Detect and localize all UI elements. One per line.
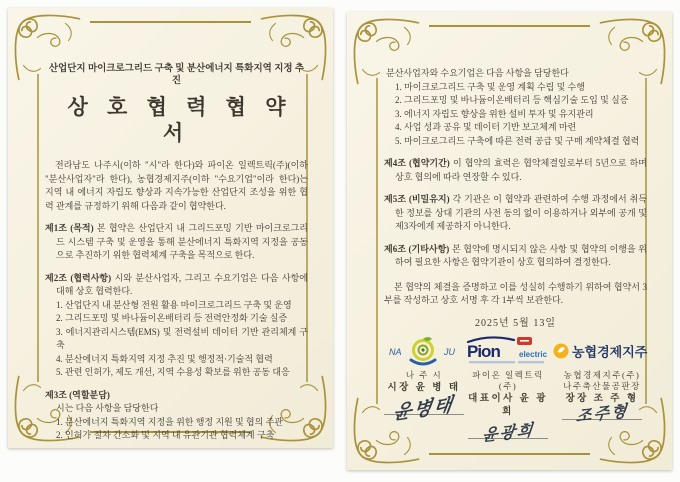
naju-logo-left-text: NA — [389, 347, 402, 357]
role-item: 2. 그리드포밍 및 바나듐이온배터리 등 핵심기술 도입 및 실증 — [395, 95, 629, 105]
article-2-body: 시와 분산사업자, 그리고 수요기업은 다음 사항에 대해 상호 협력한다. — [56, 272, 309, 296]
signer-org: 나주축산물공판장 — [563, 381, 641, 391]
handwritten-signature: 조주형 — [574, 401, 630, 426]
article-2-item: 5. 관련 인허가, 제도 개선, 지역 수용성 확보를 위한 공동 대응 — [56, 367, 290, 377]
article-6 — [384, 243, 647, 270]
handwritten-signature: 윤병태 — [392, 393, 456, 425]
page-2-content — [347, 12, 672, 470]
article-5-body: 각 기관은 이 협약과 관련하여 수행 과정에서 취득한 정보를 상대 기관의 사전 동의 없이 이용하거나 외부에 공개 및 제3자에게 제공하지 아니한다. — [395, 194, 647, 231]
closing-paragraph: 본 협약의 체결을 증명하고 이를 성실히 수행하기 위하여 협약서 3부를 작성하고 상호 서명 후 각 1부씩 보관한다. — [384, 281, 647, 305]
role-item: 1. 마이크로그리드 구축 및 운영 계획 수립 및 수행 — [395, 81, 585, 92]
signer-org: 농협경제지주(주) — [563, 370, 641, 380]
role-lead: 분산사업자와 수요기업은 다음 사항을 담당한다 — [386, 68, 569, 78]
article-1-heading: 제1조 (목적) — [45, 223, 94, 233]
article-2-item: 4. 분산에너지 특화지역 지정 추진 및 행정적·기술적 협력 — [56, 353, 273, 364]
naju-logo-right-text: JU — [444, 347, 455, 357]
article-2-item: 3. 에너지관리시스템(EMS) 및 전력설비 데이터 기반 관리체계 구축 — [56, 326, 308, 350]
page-2 — [347, 12, 672, 470]
page-1-content — [8, 8, 333, 448]
pion-logo-sub-text: electric — [519, 350, 548, 359]
signer-name: 장장 조 주 형 — [565, 394, 639, 404]
signer-pion-electric — [464, 335, 552, 445]
article-4-body: 이 협약의 효력은 협약체결일로부터 5년으로 하며 상호 협의에 따라 연장할 수 있다. — [395, 158, 647, 182]
role-item: 3. 에너지 자립도 향상을 위한 설비 투자 및 유지관리 — [395, 108, 594, 119]
article-3-lead: 시는 다음 사항을 담당한다 — [56, 403, 159, 413]
agreement-title: 상 호 협 력 협 약 서 — [67, 95, 293, 145]
signer-org: 파이온 일렉트릭(주) — [472, 370, 544, 391]
article-2-heading: 제2조 (협력사항) — [45, 272, 112, 283]
article-1-body: 본 협약은 산업단지 내 그리드포밍 기반 마이크로그리드 시스템 구축 및 운영을 통해 분산에너지 특화지역 지정을 공동으로 추진하기 위한 협력체계 구축을 목적으로 한다. — [56, 223, 308, 260]
article-6-heading: 제6조 (기타사항) — [384, 243, 450, 254]
nh-logo-text: 농협경제지주 — [572, 344, 648, 360]
pion-electric-logo-icon — [464, 335, 552, 367]
handwritten-signature: 윤광희 — [480, 420, 536, 445]
article-1 — [45, 222, 308, 263]
role-item: 4. 사업 성과 공유 및 데이터 기반 보고체계 마련 — [395, 122, 577, 132]
nh-economic-holdings-logo-icon — [552, 335, 652, 367]
article-4 — [384, 157, 647, 184]
page-1 — [8, 8, 333, 448]
signature-row — [384, 335, 648, 445]
agreement-date: 2025년 5월 13일 — [475, 317, 556, 329]
pion-logo-main-text: Pion — [467, 342, 500, 361]
signer-name: 대표이사 윤 광 희 — [468, 394, 548, 417]
article-3-heading: 제3조 (역할분담) — [45, 389, 110, 400]
agreement-subtitle: 산업단지 마이크로그리드 구축 및 분산에너지 특화지역 지정 추진 — [48, 64, 305, 86]
article-2-item: 2. 그리드포밍 및 바나듐이온배터리 등 전력안정화 기술 실증 — [56, 313, 288, 323]
signer-nh — [552, 335, 652, 439]
naju-city-logo-icon — [388, 335, 460, 367]
article-2-item: 1. 산업단지 내 분산형 전원 활용 마이크로그리드 구축 및 운영 — [56, 299, 292, 310]
article-3 — [45, 389, 308, 403]
article-2 — [45, 272, 308, 299]
article-4-heading: 제4조 (협약기간) — [384, 158, 450, 168]
signer-org: 나 주 시 — [405, 370, 443, 380]
intro-paragraph: 전라남도 나주시(이하 "시"라 한다)와 파이온 일렉트릭(주)(이하 "분산사업자"라 한다), 농협경제지주(이하 "수요기업"이라 한다)는 지역 내 에너지 자립도 향상과 지속가능한 산업단지 조성을 위한 협력 관계를 규정하기 위해 다음과 같이 협약한다. — [45, 160, 308, 211]
article-5 — [384, 193, 647, 234]
article-5-heading: 제5조 (비밀유지) — [384, 194, 450, 204]
article-3-item: 2. 인허가 절차 간소화 및 지역 내 유관기관 협력체계 구축 — [56, 430, 275, 440]
role-item: 5. 마이크로그리드 구축에 따른 전력 공급 및 구매 계약체결 협력 — [395, 135, 640, 146]
article-3-item: 1. 분산에너지 특화지역 지정을 위한 행정 지원 및 협의 주관 — [56, 416, 283, 427]
signer-name: 시장 윤 병 태 — [387, 383, 461, 393]
article-6-body: 본 협약에 명시되지 않은 사항 및 협약의 이행을 위하여 필요한 사항은 협약기관이 상호 협의하여 결정한다. — [395, 243, 647, 267]
signer-naju-city — [384, 335, 464, 439]
